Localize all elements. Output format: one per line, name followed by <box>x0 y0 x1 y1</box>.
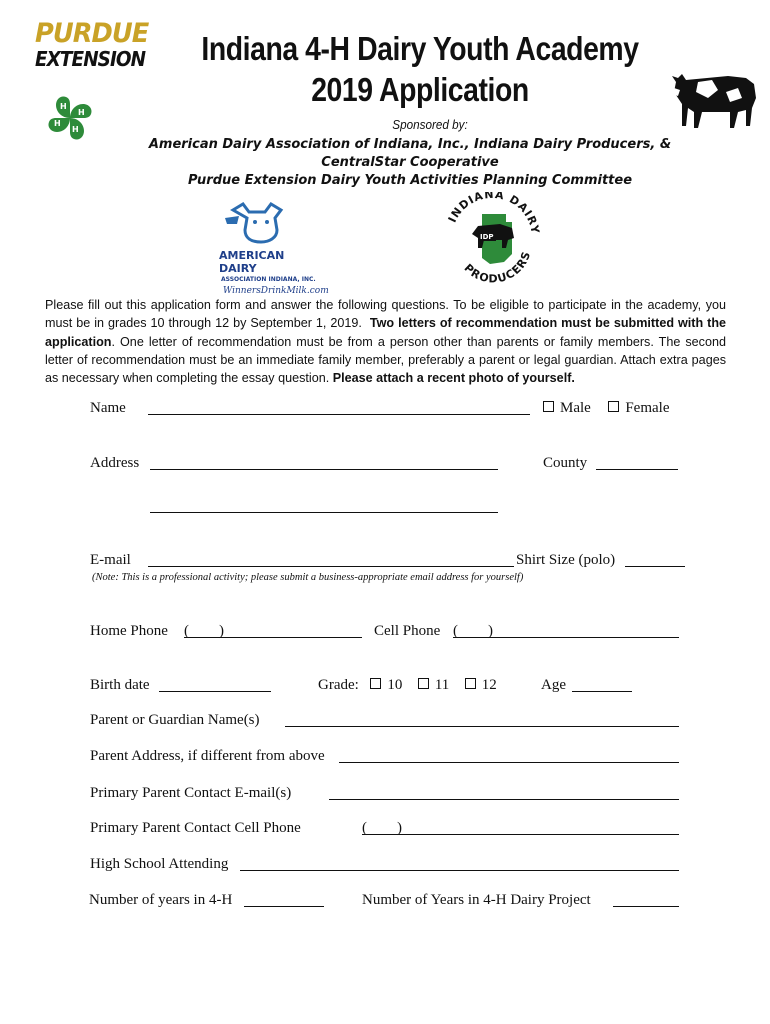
instructions-paragraph <box>45 296 726 387</box>
extension-logo-word: EXTENSION <box>35 47 146 71</box>
years-dairy-field[interactable] <box>613 906 679 907</box>
county-field[interactable] <box>596 469 678 470</box>
parent-email-label: Primary Parent Contact E-mail(s) <box>90 785 292 801</box>
parent-name-field[interactable] <box>285 726 679 727</box>
svg-text:H: H <box>72 125 79 134</box>
address-label: Address <box>90 455 140 471</box>
ada-logo-url: WinnersDrinkMilk.com <box>223 286 329 296</box>
age-field[interactable] <box>572 691 632 692</box>
gender-options <box>543 400 669 417</box>
grade-12-label: 12 <box>481 677 497 693</box>
instructions-part-1: Please fill out this application form and answer the following questions. To be eligible to participate in the academy, you must be in grades 10 through 12 by September 1, 2019. <box>45 298 726 331</box>
female-checkbox[interactable] <box>608 401 619 412</box>
idp-logo-top-text: INDIANA DAIRY <box>445 192 542 236</box>
male-label: Male <box>560 400 591 416</box>
name-label: Name <box>90 400 126 416</box>
svg-text:H: H <box>54 119 61 128</box>
address-field-2[interactable] <box>150 512 498 513</box>
address-field-1[interactable] <box>150 469 498 470</box>
parent-cell-label: Primary Parent Contact Cell Phone <box>90 820 301 836</box>
parent-address-field[interactable] <box>339 762 679 763</box>
years-dairy-label: Number of Years in 4-H Dairy Project <box>362 892 591 908</box>
age-label: Age <box>541 677 566 693</box>
parent-email-field[interactable] <box>329 799 679 800</box>
svg-text:H: H <box>78 108 85 117</box>
sponsored-by-label: Sponsored by: <box>392 117 468 132</box>
grade-11-label: 11 <box>434 677 450 693</box>
instructions-bold-2: Please attach a recent photo of yourself. <box>332 371 575 386</box>
home-phone-field[interactable] <box>184 637 362 638</box>
female-label: Female <box>625 400 670 416</box>
indiana-dairy-producers-logo <box>442 192 542 284</box>
home-phone-area-code: ( ) <box>184 623 224 639</box>
cell-phone-area-code: ( ) <box>453 623 493 639</box>
cell-phone-field[interactable] <box>453 637 679 638</box>
shirt-size-field[interactable] <box>625 566 685 567</box>
ada-logo-line2: ASSOCIATION INDIANA, INC. <box>221 276 316 283</box>
idp-badge: IDP <box>480 233 494 241</box>
parent-cell-area-code: ( ) <box>362 820 402 836</box>
male-checkbox[interactable] <box>543 401 554 412</box>
american-dairy-association-logo <box>215 200 329 296</box>
parent-name-label: Parent or Guardian Name(s) <box>90 712 260 728</box>
email-field[interactable] <box>148 566 514 567</box>
parent-address-label: Parent Address, if different from above <box>90 748 325 764</box>
cow-head-icon <box>215 200 325 244</box>
shirt-size-label: Shirt Size (polo) <box>516 552 616 568</box>
birth-date-label: Birth date <box>90 677 150 693</box>
high-school-field[interactable] <box>240 870 679 871</box>
ada-logo-line1: AMERICAN DAIRY <box>219 249 285 275</box>
home-phone-label: Home Phone <box>90 623 168 639</box>
years-4h-label: Number of years in 4-H <box>89 892 233 908</box>
grade-10-label: 10 <box>387 677 403 693</box>
cell-phone-label: Cell Phone <box>374 623 441 639</box>
page-subtitle: 2019 Application <box>311 71 529 108</box>
instructions-bold-1: Two letters of recommendation must be submitted with the application <box>45 316 727 349</box>
name-field[interactable] <box>148 414 530 415</box>
instructions-part-2: . One letter of recommendation must be from a person other than parents or family members. The second letter of recommendation must be an immediate family member, preferably a parent or legal guardian. Attach extra pages as necessary when completing the essay question. <box>45 334 726 386</box>
birth-date-field[interactable] <box>159 691 271 692</box>
high-school-label: High School Attending <box>90 856 229 872</box>
parent-cell-field[interactable] <box>362 834 679 835</box>
county-label: County <box>543 455 588 471</box>
sponsor-line-1: American Dairy Association of Indiana, Inc., Indiana Dairy Producers, & <box>148 137 672 152</box>
page-title: Indiana 4-H Dairy Youth Academy <box>201 30 639 67</box>
grade-label: Grade: <box>318 677 359 693</box>
grade-11-checkbox[interactable] <box>418 678 429 689</box>
svg-text:H: H <box>60 102 67 111</box>
grade-12-checkbox[interactable] <box>465 678 476 689</box>
purdue-extension-logo <box>35 18 149 72</box>
purdue-logo-word: PURDUE <box>35 18 149 49</box>
sponsor-line-3: Purdue Extension Dairy Youth Activities Planning Committee <box>187 173 633 188</box>
grade-10-checkbox[interactable] <box>370 678 381 689</box>
email-label: E-mail <box>90 552 131 568</box>
idp-logo-bottom-text: PRODUCERS <box>461 249 534 284</box>
grade-options <box>318 677 497 694</box>
sponsor-line-2: CentralStar Cooperative <box>321 155 499 170</box>
years-4h-field[interactable] <box>244 906 324 907</box>
email-note: (Note: This is a professional activity; please submit a business-appropriate email address for yourself) <box>92 572 524 583</box>
